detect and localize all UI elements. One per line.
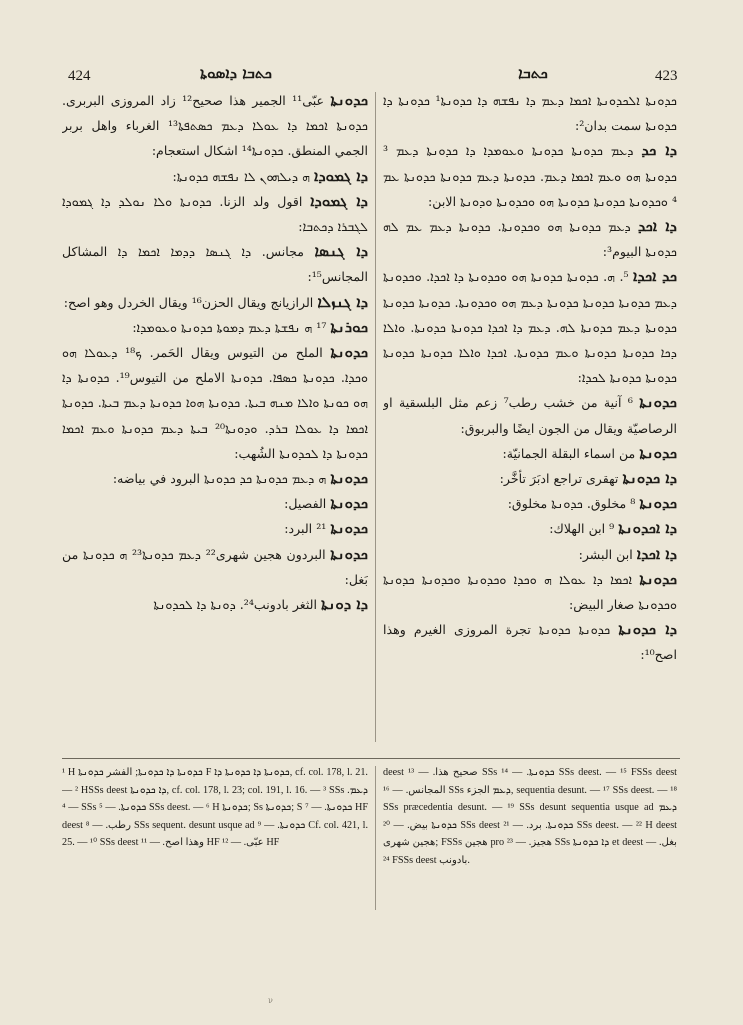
footnote-rule [62, 758, 680, 759]
entry-headword: ܟܕܘܢܬܐ [330, 91, 368, 109]
lexicon-entry [383, 516, 677, 541]
entry-headword: ܟܕܘܢܬܐ [639, 494, 677, 513]
footnotes-left: ¹ H ܟܕܘܢܬܐ ܕܐ ܟܕܘܢܬܐ; الفشر ܟܕܘܢܬܐ F ܟܕܘܢܬܐ ܕܐ ܟܕܘܢܬܐ ܕܐ, cf. col. 178, l. 21. — ² HSSs deest ܕܐ ܟܕܘܢܬܐ, cf. col. 178, l. 23; col. 191, l. 16. — ³ SSs ܕܥܡ. — ⁴ SSs ܟܕܘܢܬܐ. — ⁵ SSs deest. — ⁶ H ܟܕܘܢܬܐ; Ss ܟܕܘܢܬܐ; S ܟܕܘܢܬܐ. — ⁷ HF deest رطب. — ⁸ SSs sequent. desunt usque ad ܟܕܘܢܬܐ. — ⁹ Cf. col. 421, l. 25. — ¹⁰ SSs deest وهذا اصح. — ¹¹ HF عبّى. — ¹² HF [62, 767, 368, 849]
lexicon-entry [62, 88, 368, 164]
footnote-divider [375, 766, 376, 910]
column-divider [375, 92, 376, 742]
entry-gloss: ابن البشر: [578, 546, 633, 562]
lexicon-entry [383, 138, 677, 214]
page-number-right: 423 [655, 68, 678, 84]
entry-gloss: ⁶ آنية من خشب رطب⁷ زعم مثل البلسقية او الرصاصيّة ويقال من الجون ايضًا والبربوق: [383, 395, 677, 436]
entry-gloss: البردون هجين شهری²² ܕܥܡ ܟܕܘܢܬܐ²³ ܗ ܟܕܘܢܬܐ من بَغل: [62, 546, 368, 587]
margin-mark: ν [268, 996, 273, 1005]
lexicon-entry [383, 88, 677, 138]
right-column [383, 88, 677, 748]
page-number-left: 424 [68, 68, 91, 84]
entry-headword: ܕܐ ܟܕܘܢܬܐ [618, 620, 677, 639]
lexicon-entry [383, 390, 677, 440]
entry-gloss: ܗ ܕܥܡ ܟܕܘܢܬܐ ܟܕ ܟܕܘܢܬܐ البرود في بياضه: [112, 471, 327, 487]
entry-headword: ܟܕܘܢܬܐ [330, 469, 368, 488]
entry-headword: ܟܕܘܢܬܐ [330, 494, 368, 513]
running-head-left: ܟܬܒܐ ܕܐܣܘܬܐ [200, 64, 272, 82]
entry-gloss: عبّى¹¹ الجمير هذا صحيح¹² زاد المروزی البربری. ܟܕܘܢܬܐ ܐܟܡܐ ܕܐ ܥܘܠܐ ܕܥܡ ܟܣܬܦܬܐ¹³ الغرباء واهل بربر الجمي المنطق. ܟܕܘܢܬܐ¹⁴ اشكال استعجام: [62, 93, 368, 159]
entry-gloss: اقول ولد الزنا. ܟܕܘܢܬܐ ܘܠܐ ܢܘܠܕ ܕܐ ܓܡܘܕܐ ܠܓܒܪܐ ܕܟܬܒܐ: [62, 193, 368, 235]
entry-headword: ܟܕܘܢܬܐ [330, 343, 368, 362]
entry-headword: ܟܕܘܢܬܐ [639, 393, 677, 412]
entry-gloss: من اسماء البقلة الجمانيّة: [502, 445, 636, 461]
entry-headword: ܕܐ ܟܕ [641, 141, 677, 160]
lexicon-entry [383, 466, 677, 491]
lexicon-entry [383, 441, 677, 466]
entry-headword: ܟܕ ܐܟܕܐ [633, 267, 677, 286]
footnotes-right: deest صحيح هذا. — ¹³ SSs ܟܕܘܢܬܐ. — ¹⁴ SSs deest. — ¹⁵ FSSs deest المجانس. — ¹⁶ SSs ܕܥܡ الجزء, sequentia desunt. — ¹⁷ SSs deest. — ¹⁸ SSs præcedentia desunt. — ¹⁹ SSs desunt sequentia usque ad ܕܥܡ ܟܕܘܢܬܐ بيض. — ²⁰ SSs deest ܟܕܘܢܬܐ. برد. — ²¹ SSs deest. — ²² H deest هجين شهرى; FSSs هجين pro هجيز. — ²³ SSs ܕܐ ܟܕܘܢܬܐ et deest بغل. — ²⁴ FSSs deest بادونب. [383, 767, 677, 866]
lexicon-entry [62, 466, 368, 491]
lexicon-entry [62, 592, 368, 617]
entry-gloss: ܕܥܡ ܟܕܘܢܬܐ ܟܕܘܢܬܐ ܘܥܘܡܕܐ ܕܐ ܟܕܘܢܬܐ ܕܥܡ ³ ܟܕܘܢܬܐ ܗܘ ܘܥܡ ܐܟܡܐ ܕܥܡ. ܟܕܘܢܬܐ ܕܥܡ ܟܕܘܢܬܐ ܟܕܘܢܬܐ ܥܡ ⁴ ܘܟܕܘܢܬܐ ܟܕܘܢܬܐ ܟܕܘܢܬܐ ܗܘ ܘܟܕܘܢܬܐ ܘܕܘܢܬܐ الابن: [383, 143, 677, 209]
entry-gloss: ⁵. ܗ. ܟܕܘܢܬܐ ܟܕܘܢܬܐ ܗܘ ܘܟܕܘܢܬܐ ܕܐ ܐܟܕܐ. ܘܟܕܘܢܬܐ ܕܥܡ ܟܕܘܢܬܐ ܟܕܘܢܬܐ ܟܕܘܢܬܐ ܕܥܡ ܗܘ ܘܟܕܘܢܬܐ. ܟܕܘܢܬܐ ܟܕܘܢܬܐ ܟܕܘܢܬܐ ܕܥܡ ܟܕܘܢܬܐ ܠܗ. ܕܥܡ ܕܐ ܐܟܕܐ ܟܕܘܢܬܐ ܟܕܘܢܬܐ. ܘܐܠܐ ܕܟܐ ܟܕܘܢܬܐ ܟܕܘܢܬܐ ܘܥܡ ܟܕܘܢܬܐ. ܐܟܕܐ ܘܐܠܐ ܟܕܘܢܬܐ ܟܕܘܢܬܐ ܟܕܘܢܬܐ ܟܕܘܢܬܐ ܠܟܕܐ: [383, 269, 677, 386]
entry-headword: ܕܐ ܓܢܙܠܐ [317, 292, 368, 311]
entry-gloss: ܗ ܕܝܠܗܘܢ ܠܐ ܢܦܫܗ ܟܕܘܢܬܐ: [172, 168, 311, 184]
entry-headword: ܟܕܘܢܬܐ [639, 569, 677, 588]
entry-gloss: الرازيانج ويقال الحزن¹⁶ ويقال الخردل وهو اصح: [63, 294, 314, 310]
entry-headword: ܕܐ ܐܟܕܐ [636, 544, 677, 563]
entry-headword: ܟܘܪܢܬܐ [330, 317, 368, 336]
lexicon-entry [62, 189, 368, 239]
entry-gloss: الفصيل: [284, 496, 327, 512]
lexicon-entry [383, 491, 677, 516]
lexicon-entry [62, 239, 368, 289]
running-head-right: ܟܬܒܐ [518, 64, 548, 82]
entry-headword: ܕܐ ܐܟܕܘܢܬܐ [618, 519, 677, 538]
entry-gloss: ²¹ البرد: [284, 521, 327, 537]
entry-gloss: ܟܕܘܢܬܐ ܐܠܟܕܘܢܬܐ ܐܟܡܐ ܕܥܡ ܕܐ ܢܦܫܗ ܕܐ ܟܕܘܢܬܐ¹ ܟܕܘܢܬܐ ܕܐ ܟܕܘܢܬܐ سمت بدان²: [383, 93, 677, 134]
entry-headword: ܕܐ ܟܕܘܢܬܐ [622, 469, 677, 488]
entry-gloss: ܟܕܘܢܬܐ ܟܕܘܢܬܐ تجرة المروزى الغيرم وهذا اصح¹⁰: [383, 622, 677, 663]
entry-headword: ܕܐ ܓܡܘܕܐ [314, 166, 368, 185]
entry-headword: ܕܐ ܐܟܕ [637, 217, 677, 236]
lexicon-entry [62, 340, 368, 466]
lexicon-entry [62, 164, 368, 189]
entry-headword: ܟܕܘܢܬܐ [330, 544, 368, 563]
lexicon-entry [62, 542, 368, 592]
lexicon-entry [383, 542, 677, 567]
entry-gloss: مجانس. ܕܐ ܓܢܣܐ ܕܕܡܐ ܐܟܡܐ ܕܐ المشاكل المجانس¹⁵: [62, 244, 368, 285]
lexicon-entry [383, 617, 677, 667]
lexicon-entry [62, 491, 368, 516]
entry-headword: ܕܐ ܓܡܘܕܐ [310, 191, 368, 210]
entry-gloss: ⁹ ابن الهلاك: [549, 521, 615, 537]
entry-gloss: ⁸ مخلوق. ܟܕܘܢܬܐ مخلوق: [507, 496, 636, 512]
lexicon-entry [383, 214, 677, 264]
entry-headword: ܟܕܘܢܬܐ [330, 519, 368, 538]
lexicon-entry [383, 567, 677, 617]
entry-gloss: تهقرى تراجع ادبَرَ تأخَّر: [499, 471, 619, 487]
entry-headword: ܕܐ ܓܢܣܐ [314, 242, 368, 261]
entry-headword: ܕܐ ܕܘܢܬܐ [321, 595, 368, 614]
entry-gloss: ܕܥܡ ܟܕܘܢܬܐ ܗܘ ܘܟܕܘܢܬܐ. ܟܕܘܢܬܐ ܕܥܡ ܥܡ ܠܗ ܟܕܘܢܬܐ البيوم³: [383, 219, 677, 260]
entry-gloss: ܐܟܡܐ ܕܐ ܥܘܠܐ ܗ ܘܟܕܐ ܘܟܕܘܢܬܐ ܘܟܕܘܢܬܐ ܟܕܘܢܬܐ ܘܟܕܘܢܬܐ صغار البيض: [383, 571, 677, 613]
left-column [62, 88, 368, 748]
lexicon-entry [383, 264, 677, 390]
entry-headword: ܟܕܘܢܬܐ [639, 443, 677, 462]
entry-gloss: الثغر بادونب²⁴. ܕܘܢܬܐ ܕܐ ܠܟܕܘܢܬܐ [153, 597, 317, 613]
entry-gloss: ¹⁷ ܗ ܢܦܫܬܐ ܕܥܡ ܕܡܘܬܐ ܟܕܘܢܬܐ ܘܥܘܡܕܐ: [132, 319, 327, 335]
lexicon-entry [62, 516, 368, 541]
lexicon-entry [62, 290, 368, 315]
entry-gloss: الملح من التيوس ويقال الحَمر. ܟ¹⁸ ܕܥܘܠܐ ܗܘ ܘܟܕܐ. ܟܕܘܢܬܐ ܟܣܦܐ. ܟܕܘܢܬܐ الاملح من التيوس¹⁹. ܟܕܘܢܬܐ ܕܐ ܗܘ ܟܘܢܬܐ ܘܐܠܐ ܡܢܗ ܒܝܬܐ. ܟܕܘܢܬܐ ܗܘܐ ܟܕܘܢܬܐ ܕܥܡ ܒܝܬܐ. ܟܕܘܢܬܐ ܐܟܡܐ ܕܐ ܥܘܠܐ ܒܪܕ. ܘܕܘܢܬܐ²⁰ ܒܝܬܐ ܕܥܡ ܟܕܘܢܬܐ ܘܥܡ ܐܟܡܐ ܟܕܘܢܬܐ ܕܐ ܠܟܕܘܢܬܐ الشُهب: [62, 345, 368, 461]
lexicon-entry [62, 315, 368, 340]
